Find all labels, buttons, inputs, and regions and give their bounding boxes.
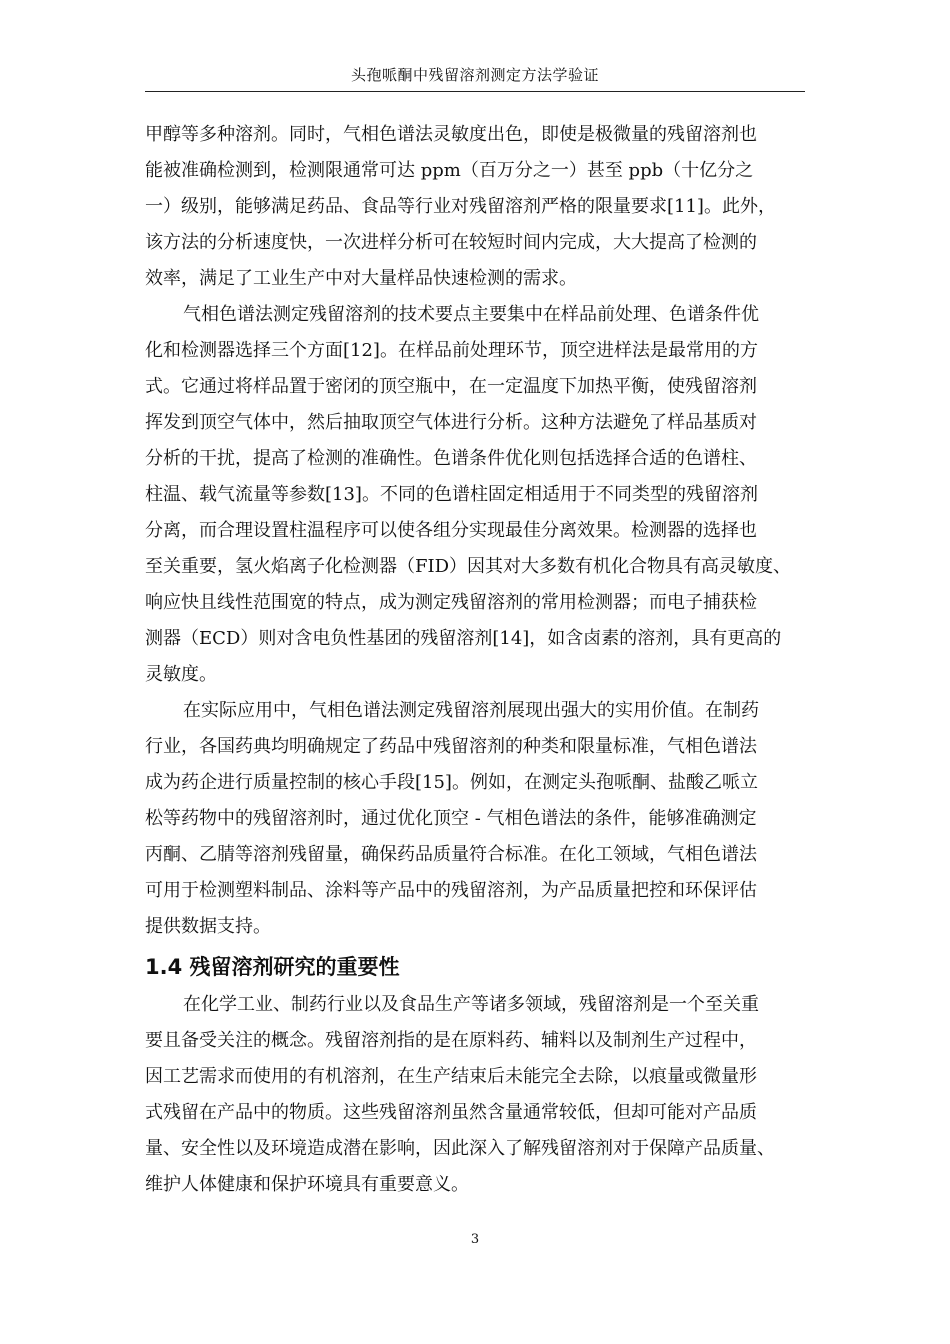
paragraph-4 (145, 987, 805, 1203)
text-line: 该方法的分析速度快，一次进样分析可在较短时间内完成，大大提高了检测的 (145, 232, 757, 253)
paragraph-1 (145, 117, 805, 297)
text-line: 分析的干扰，提高了检测的准确性。色谱条件优化则包括选择合适的色谱柱、 (145, 448, 757, 469)
paragraph-3 (145, 693, 805, 945)
text-line: 在化学工业、制药行业以及食品生产等诸多领域，残留溶剂是一个至关重 (183, 994, 759, 1015)
running-header: 头孢哌酮中残留溶剂测定方法学验证 (350, 66, 599, 84)
header-divider (145, 91, 805, 92)
text-line: 效率，满足了工业生产中对大量样品快速检测的需求。 (145, 268, 577, 289)
section-heading: 1.4 残留溶剂研究的重要性 (145, 955, 400, 979)
text-line: 响应快且线性范围宽的特点，成为测定残留溶剂的常用检测器；而电子捕获检 (145, 592, 757, 613)
text-line: 式。它通过将样品置于密闭的顶空瓶中，在一定温度下加热平衡，使残留溶剂 (145, 376, 757, 397)
text-line: 成为药企进行质量控制的核心手段[15]。例如，在测定头孢哌酮、盐酸乙哌立 (145, 772, 758, 793)
text-line: 在实际应用中，气相色谱法测定残留溶剂展现出强大的实用价值。在制药 (183, 700, 759, 721)
text-line: 要且备受关注的概念。残留溶剂指的是在原料药、辅料以及制剂生产过程中， (145, 1030, 757, 1051)
text-line: 测器（ECD）则对含电负性基团的残留溶剂[14]，如含卤素的溶剂，具有更高的 (145, 628, 782, 649)
paragraph-2 (145, 297, 805, 693)
text-line: 丙酮、乙腈等溶剂残留量，确保药品质量符合标准。在化工领域，气相色谱法 (145, 844, 757, 865)
text-line: 甲醇等多种溶剂。同时，气相色谱法灵敏度出色，即使是极微量的残留溶剂也 (145, 124, 757, 145)
text-line: 挥发到顶空气体中，然后抽取顶空气体进行分析。这种方法避免了样品基质对 (145, 412, 757, 433)
text-line: 行业，各国药典均明确规定了药品中残留溶剂的种类和限量标准，气相色谱法 (145, 736, 757, 757)
page-body (145, 117, 805, 1203)
text-line: 柱温、载气流量等参数[13]。不同的色谱柱固定相适用于不同类型的残留溶剂 (145, 484, 758, 505)
text-line: 可用于检测塑料制品、涂料等产品中的残留溶剂，为产品质量把控和环保评估 (145, 880, 757, 901)
page-number: 3 (470, 1232, 480, 1247)
text-line: 维护人体健康和保护环境具有重要意义。 (145, 1174, 469, 1195)
text-line: 气相色谱法测定残留溶剂的技术要点主要集中在样品前处理、色谱条件优 (183, 304, 759, 325)
text-line: 化和检测器选择三个方面[12]。在样品前处理环节，顶空进样法是最常用的方 (145, 340, 758, 361)
text-line: 能被准确检测到，检测限通常可达 ppm（百万分之一）甚至 ppb（十亿分之 (145, 160, 754, 181)
text-line: 松等药物中的残留溶剂时，通过优化顶空 - 气相色谱法的条件，能够准确测定 (145, 808, 757, 829)
text-line: 灵敏度。 (145, 664, 217, 685)
text-line: 至关重要，氢火焰离子化检测器（FID）因其对大多数有机化合物具有高灵敏度、 (145, 556, 792, 577)
text-line: 分离，而合理设置柱温程序可以使各组分实现最佳分离效果。检测器的选择也 (145, 520, 757, 541)
text-line: 因工艺需求而使用的有机溶剂，在生产结束后未能完全去除，以痕量或微量形 (145, 1066, 757, 1087)
text-line: 式残留在产品中的物质。这些残留溶剂虽然含量通常较低，但却可能对产品质 (145, 1102, 757, 1123)
text-line: 量、安全性以及环境造成潜在影响，因此深入了解残留溶剂对于保障产品质量、 (145, 1138, 775, 1159)
text-line: 一）级别，能够满足药品、食品等行业对残留溶剂严格的限量要求[11]。此外， (145, 196, 776, 217)
text-line: 提供数据支持。 (145, 916, 271, 937)
